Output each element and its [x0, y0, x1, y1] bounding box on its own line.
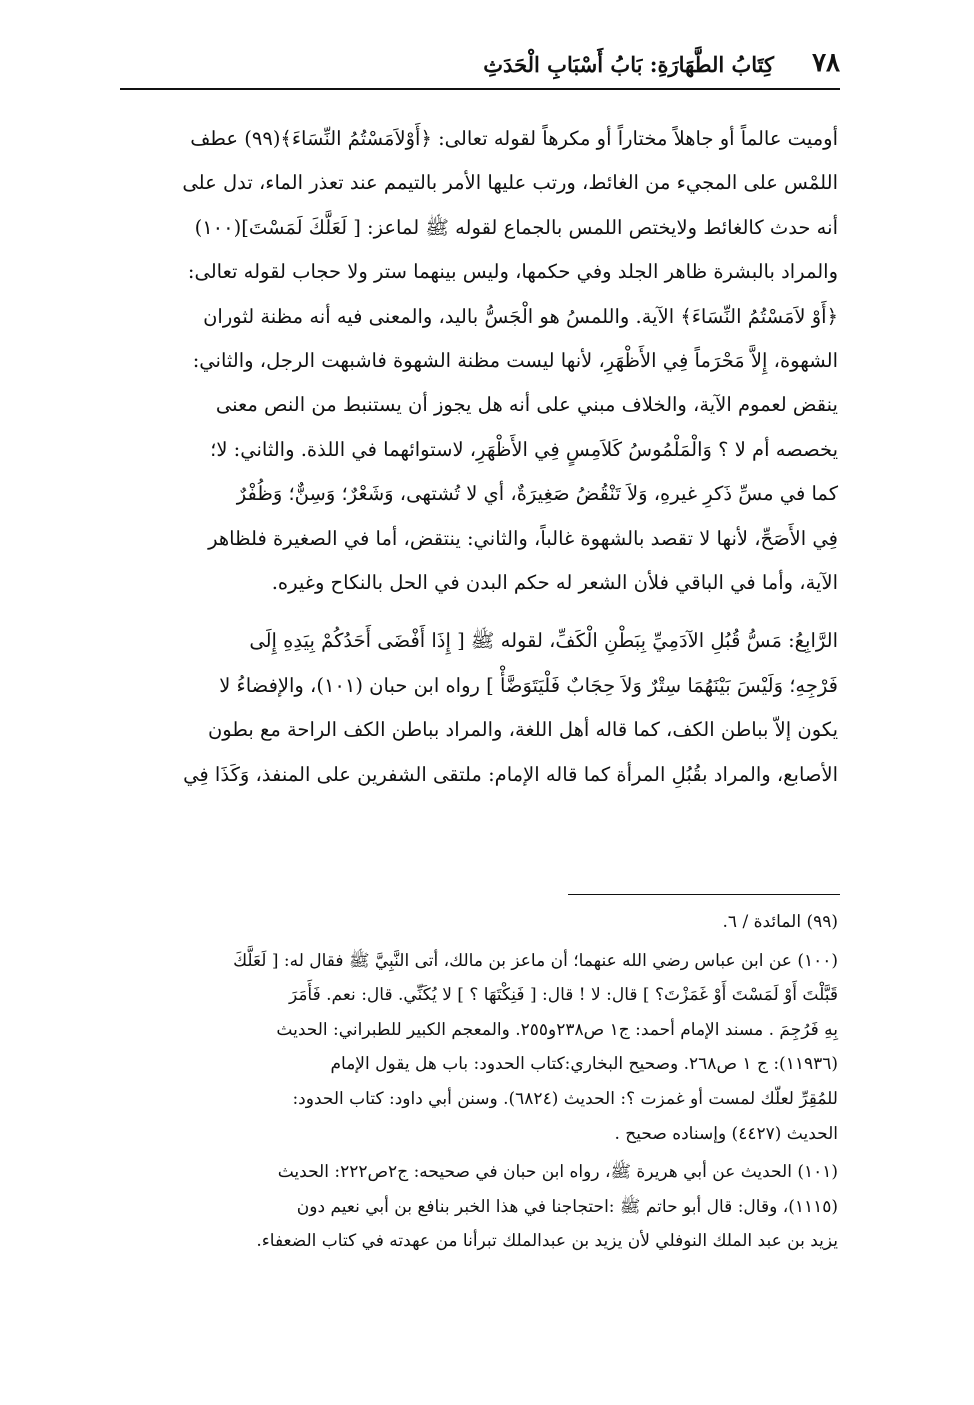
page-number: ٧٨: [812, 48, 840, 78]
text-line: اللمْس على المجيء من الغائط، ورتب عليها الأمر بالتيمم عند تعذر الماء، تدل على: [182, 171, 838, 195]
footnote-line: (١١٩٣٦): ج ١ ص٢٦٨. وصحيح البخاري:كتاب الحدود: باب هل يقول الإمام: [330, 1054, 838, 1075]
text-line: الرَّابِعُ: مَسُّ قُبُلِ الآدَمِيِّ بِبَطْنِ الْكَفِّ، لقوله ﷺ [ إِذَا أَفْضَى أَحَدُكُمْ بِيَدِهِ إِلَى: [249, 629, 838, 653]
footnote-line: قَبَّلْتَ أَوْ لَمَسْتَ أَوْ غَمَزْتَ؟ ] قال: لا ! قال: [ فَنِكْتَهَا ؟ ] لا يُكَنِّي. قال: نعم. فَأَمَرَ: [288, 985, 838, 1006]
footnote-line: (١١١٥)، وقال: قال أبو حاتم ﷺ :احتجاجنا في هذا الخبر بنافع بن أبي نعيم دون: [296, 1196, 838, 1217]
text-line: فِي الأَصَحِّ، لأنها لا تقصد بالشهوة غالباً، والثاني: ينتقض، أما في الصغيرة فلظاهر: [208, 526, 838, 550]
text-line: ينقض لعموم الآية، والخلاف مبني على أنه هل يجوز أن يستنبط من النص معنى: [215, 393, 838, 417]
footnote-separator: [568, 894, 840, 895]
text-line: ﴿أَوْ لاَمَسْتُمُ النِّسَاءَ﴾ الآية. واللمسُ هو الْجَسُّ باليد، والمعنى فيه أنه مظنة لثوران: [203, 304, 838, 328]
text-line: الشهوة، إِلاَّ مَحْرَماً فِي الأَظْهَرِ، لأنها ليست مظنة الشهوة فاشبهت الرجل، والثاني:: [192, 349, 838, 373]
main-text: [122, 117, 838, 797]
text-line: أنه حدث كالغائط ولايختص اللمس بالجماع لقوله ﷺ لماعز: [ لَعَلَّكَ لَمَسْتَ](١٠٠): [194, 215, 838, 239]
footnote-line: (١٠٠) عن ابن عباس رضي الله عنهما؛ أن ماعز بن مالك، أتى النَّبِيَّ ﷺ فقال له: [ لَعَلَّكَ: [233, 950, 838, 971]
footnote-line: الحديث (٤٤٢٧) وإسناده صحيح .: [614, 1123, 838, 1144]
text-line: يخصصه أم لا ؟ وَالْمَلْمُوسُ كَلاَمِسٍ فِي الأَظْهَرِ، لاستوائهما في اللذة. والثاني: لا؛: [210, 437, 838, 461]
footnote-line: (٩٩) المائدة / ٦.: [722, 912, 838, 932]
text-line: الأصابع، والمراد بقُبُلِ المرأة كما قاله الإمام: ملتقى الشفرين على المنفذ، وَكَذَا فِي: [183, 762, 838, 786]
footnote-line: يزيد بن عبد الملك النوفلي لأن يزيد بن عبدالملك تبرأنا من عهدته في كتاب الضعفاء.: [256, 1231, 838, 1252]
text-line: فَرْجِهِ؛ وَلَيْسَ بَيْنَهُمَا سِتْرٌ وَلاَ حِجَابٌ فَلْيَتَوَضَّأْ ] رواه ابن حبان (١٠١)، والإفضاءُ لا: [219, 673, 838, 697]
text-line: الآية، وأما في الباقي فلأن الشعر له حكم البدن في الحل بالنكاح وغيره.: [271, 571, 838, 595]
footnote-line: بِهِ فَرُجِمَ . مسند الإمام أحمد: ج١ ص٢٣٨و٢٥٥. والمعجم الكبير للطبراني: الحديث: [276, 1019, 838, 1040]
footnotes: [122, 905, 838, 1259]
text-line: يكون إلاّ بباطن الكف، كما قاله أهل اللغة، والمراد بباطن الكف الراحة مع بطون: [207, 718, 838, 742]
footnote-line: (١٠١) الحديث عن أبي هريرة ﷺ، رواه ابن حبان في صحيحه: ج٢ص٢٢٢: الحديث: [277, 1162, 838, 1183]
page-header: [120, 48, 840, 90]
header-rule: [120, 88, 840, 90]
footnote-line: للمُقِرِّ لعلّك لمست أو غمزت ؟: الحديث (٦٨٢٤). وسنن أبي داود: كتاب الحدود:: [292, 1088, 838, 1109]
running-title: كِتَابُ الطَّهَارَةِ: بَابُ أَسْبَابِ الْحَدَثِ: [483, 52, 774, 77]
text-line: أوميت عالماً أو جاهلاً مختاراً أو مكرهاً لقوله تعالى: ﴿أَوْلاَمَسْتُمُ النِّسَاءَ﴾(٩٩) عطف: [190, 127, 838, 150]
text-line: والمراد بالبشرة ظاهر الجلد وفي حكمها، وليس بينهما ستر ولا حجاب لقوله تعالى:: [187, 260, 838, 284]
text-line: كما في مسِّ ذَكرِ غيرهِ، وَلاَ تَنْقُضُ صَغِيرَةٌ، أي لا تُشتهى، وَشَعْرٌ؛ وَسِنٌّ؛ وَظُفْرٌ: [236, 482, 838, 506]
